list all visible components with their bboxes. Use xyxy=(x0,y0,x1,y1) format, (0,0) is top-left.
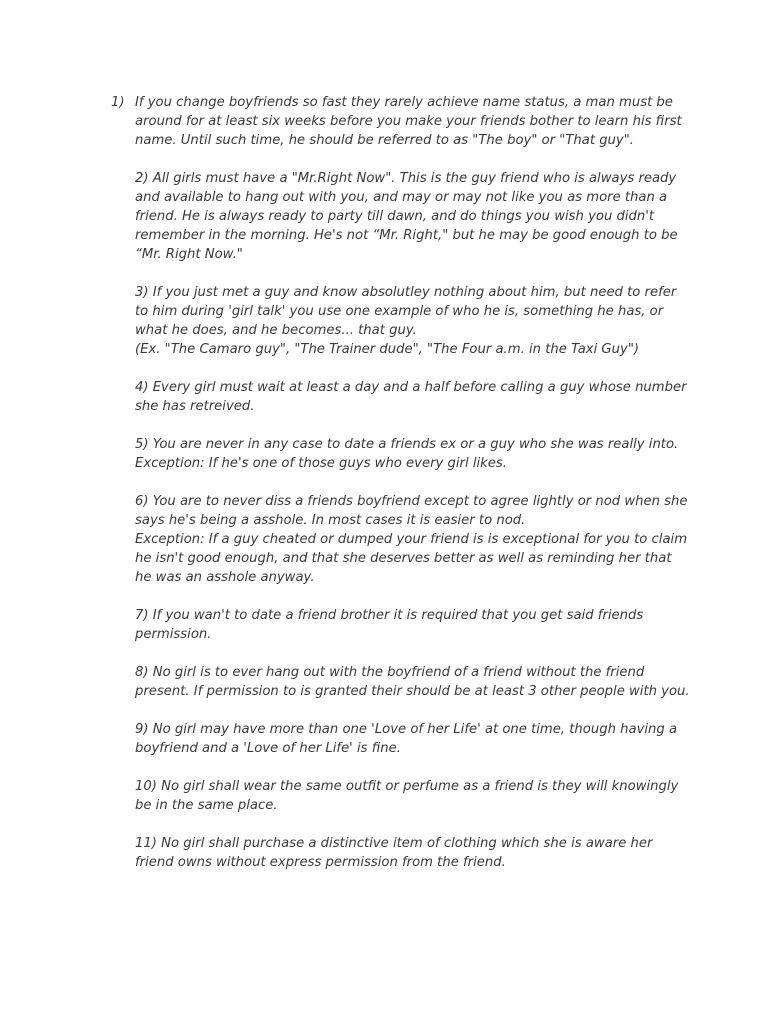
rule-3-text: 3) If you just met a guy and know absolutley nothing about him, but need to refer to him during 'girl talk' you use one example of who he is, something he has, or what he does, and he becomes... that guy. xyxy=(135,285,677,338)
rule-10-text: 10) No girl shall wear the same outfit or perfume as a friend is they will knowingly be in the same place. xyxy=(135,779,679,813)
rule-5 xyxy=(111,435,691,473)
rule-9 xyxy=(111,720,691,758)
rule-5-exception: Exception: If he's one of those guys who every girl likes. xyxy=(135,456,507,471)
rule-11 xyxy=(111,834,691,872)
rule-11-text: 11) No girl shall purchase a distinctive item of clothing which she is aware her friend owns without express permission from the friend. xyxy=(135,836,653,870)
rule-6-text: 6) You are to never diss a friends boyfriend except to agree lightly or nod when she says he's being a asshole. In most cases it is easier to nod. xyxy=(135,494,688,528)
rule-6 xyxy=(111,492,691,587)
rule-8 xyxy=(111,663,691,701)
rule-10 xyxy=(111,777,691,815)
rule-2 xyxy=(111,169,691,264)
rule-2-text: 2) All girls must have a "Mr.Right Now". This is the guy friend who is always ready and available to hang out with you, and may or may not like you as more than a friend. He is always ready to party till dawn, and do things you wish you didn't remember in the morning. He's not “Mr. Right," but he may be good enough to be “Mr. Right Now." xyxy=(135,171,678,262)
rules-list xyxy=(111,93,691,891)
rule-7-text: 7) If you wan't to date a friend brother it is required that you get said friends permission. xyxy=(135,608,644,642)
rule-3-example: (Ex. "The Camaro guy", "The Trainer dude", "The Four a.m. in the Taxi Guy") xyxy=(135,342,640,357)
rule-7 xyxy=(111,606,691,644)
rule-3 xyxy=(111,283,691,359)
rule-1-number: 1) xyxy=(111,95,125,110)
rule-1-text: If you change boyfriends so fast they rarely achieve name status, a man must be around for at least six weeks before you make your friends bother to learn his first name. Until such time, he should be referred to as "The boy" or "That guy". xyxy=(135,95,682,148)
rule-1 xyxy=(111,93,691,150)
rule-8-text: 8) No girl is to ever hang out with the boyfriend of a friend without the friend present. If permission to is granted their should be at least 3 other people with you. xyxy=(135,665,690,699)
rule-5-text: 5) You are never in any case to date a friends ex or a guy who she was really into. xyxy=(135,437,679,452)
rule-4-text: 4) Every girl must wait at least a day and a half before calling a guy whose number she has retreived. xyxy=(135,380,687,414)
rule-9-text: 9) No girl may have more than one 'Love of her Life' at one time, though having a boyfriend and a 'Love of her Life' is fine. xyxy=(135,722,678,756)
rule-4 xyxy=(111,378,691,416)
rule-6-exception: Exception: If a guy cheated or dumped your friend is is exceptional for you to claim he isn't good enough, and that she deserves better as well as reminding her that he was an asshole anyway. xyxy=(135,532,688,585)
